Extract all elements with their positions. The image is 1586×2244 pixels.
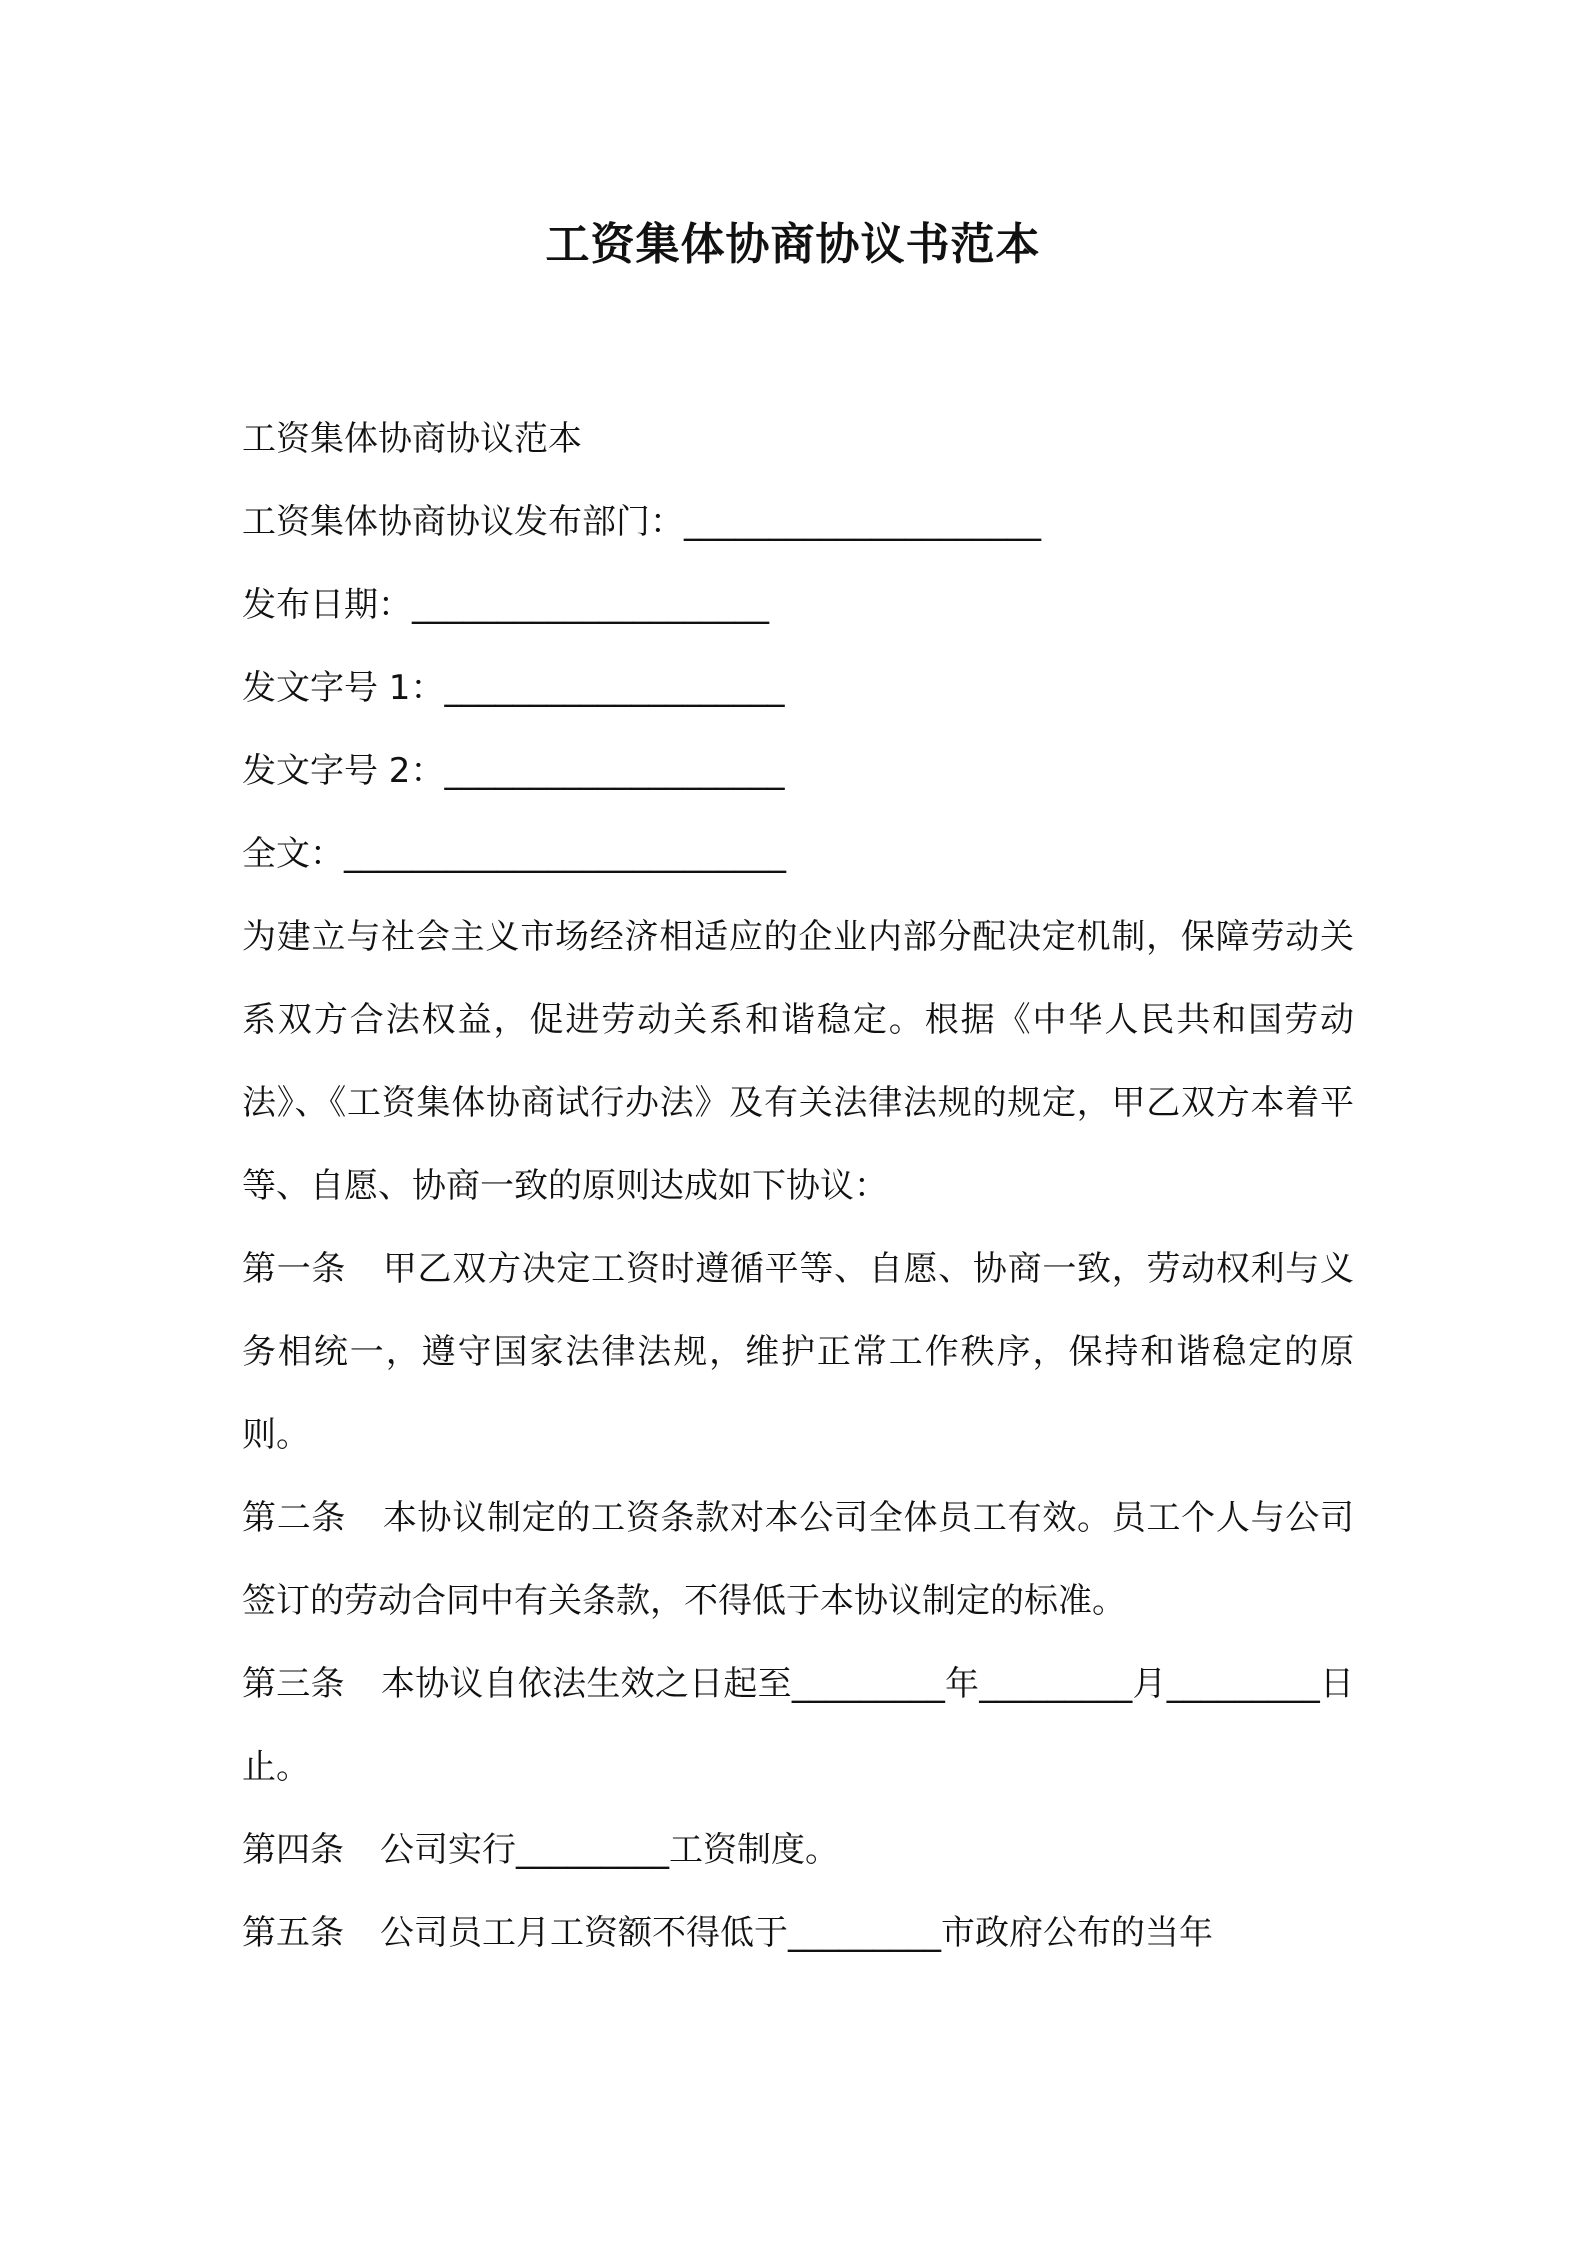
field-publish-date: 发布日期：_____________________ (242, 585, 769, 625)
article-1 (242, 1228, 1354, 1477)
article-number: 第二条 (242, 1498, 347, 1538)
article-2 (242, 1477, 1354, 1643)
field-document-number-1: 发文字号 1：____________________ (242, 668, 785, 708)
document-subtitle: 工资集体协商协议范本 (242, 419, 582, 459)
article-3 (242, 1643, 1354, 1809)
field-document-number-2: 发文字号 2：____________________ (242, 751, 785, 791)
article-number: 第四条 (242, 1830, 344, 1870)
article-5 (242, 1892, 1354, 1975)
article-text: 甲乙双方决定工资时遵循平等、自愿、协商一致，劳动权利与义务相统一，遵守国家法律法规，维护正常工作秩序，保持和谐稳定的原则。 (242, 1249, 1355, 1455)
document-body (242, 398, 1354, 1975)
field-full-text: 全文：__________________________ (242, 834, 786, 874)
article-number: 第一条 (242, 1249, 347, 1289)
preamble-paragraph: 为建立与社会主义市场经济相适应的企业内部分配决定机制，保障劳动关系双方合法权益，促进劳动关系和谐稳定。根据《中华人民共和国劳动法》、《工资集体协商试行办法》及有关法律法规的规定，甲乙双方本着平等、自愿、协商一致的原则达成如下协议： (242, 917, 1354, 1206)
article-text: 本协议制定的工资条款对本公司全体员工有效。员工个人与公司签订的劳动合同中有关条款，不得低于本协议制定的标准。 (242, 1498, 1355, 1621)
article-4 (242, 1809, 1354, 1892)
article-text: 本协议自依法生效之日起至_________年_________月_________日止。 (242, 1664, 1355, 1787)
document-title: 工资集体协商协议书范本 (545, 219, 1041, 270)
article-number: 第三条 (242, 1664, 345, 1704)
article-number: 第五条 (242, 1913, 344, 1953)
article-text: 公司员工月工资额不得低于_________市政府公布的当年 (380, 1913, 1213, 1953)
field-publishing-department: 工资集体协商协议发布部门：_____________________ (242, 502, 1041, 542)
article-text: 公司实行_________工资制度。 (380, 1830, 839, 1870)
